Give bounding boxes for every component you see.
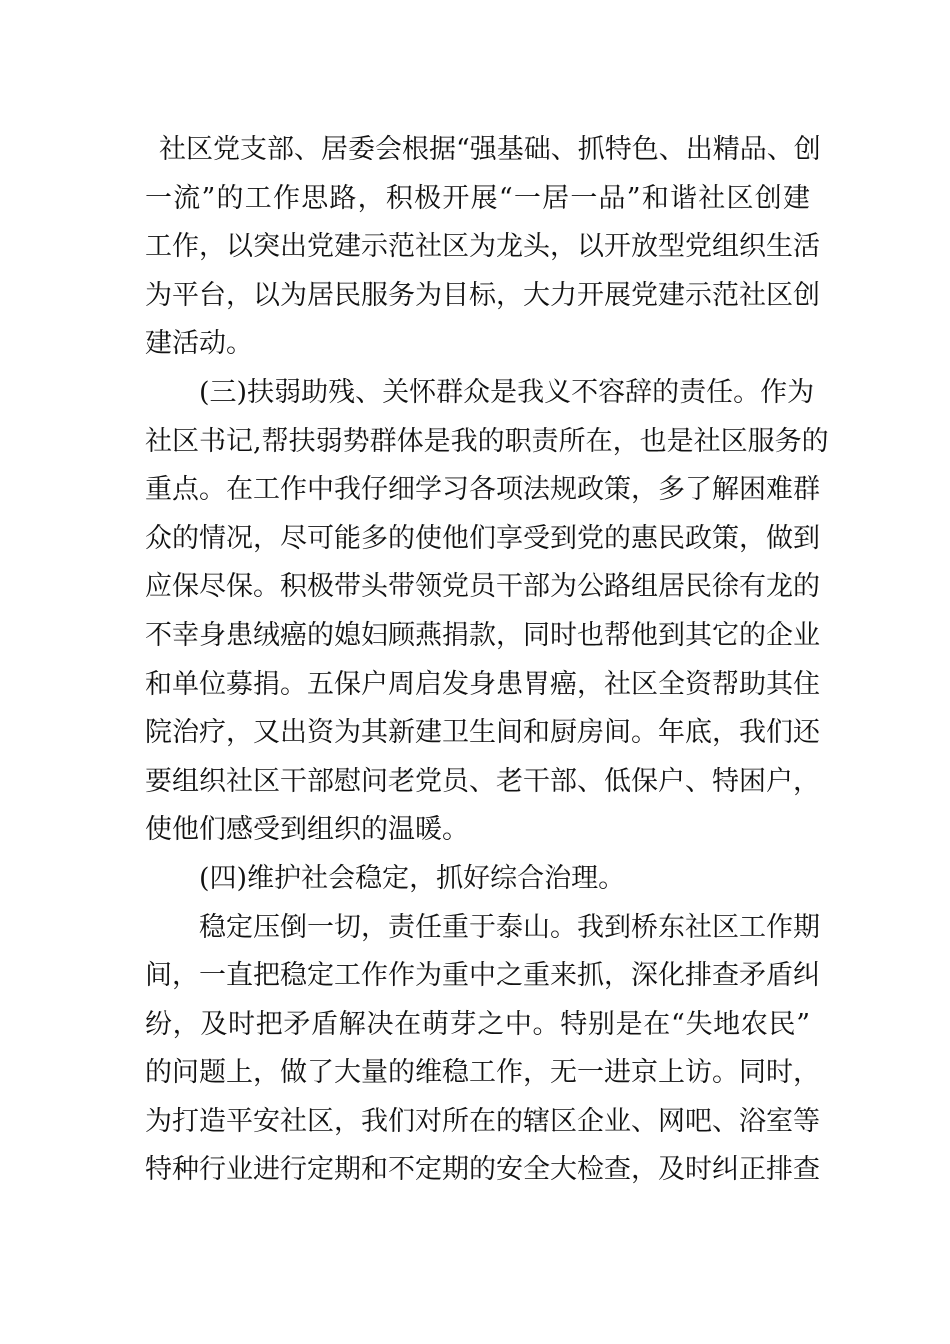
text-line: 的问题上，做了大量的维稳工作，无一进京上访。同时， [145, 1057, 820, 1089]
text-line: 要组织社区干部慰问老党员、老干部、低保户、特困户， [145, 765, 820, 797]
text-line: 众的情况，尽可能多的使他们享受到党的惠民政策，做到 [145, 522, 820, 554]
paragraph-3 [145, 855, 810, 904]
text-line: 使他们感受到组织的温暖。 [145, 814, 469, 846]
text-line: 特种行业进行定期和不定期的安全大检查，及时纠正排查 [145, 1154, 820, 1186]
text-line: 应保尽保。积极带头带领党员干部为公路组居民徐有龙的 [145, 571, 820, 603]
text-line: 重点。在工作中我仔细学习各项法规政策，多了解困难群 [145, 474, 820, 506]
text-line: 为平台，以为居民服务为目标，大力开展党建示范社区创 [145, 279, 820, 311]
text-line: 建活动。 [145, 328, 253, 360]
text-line: 和单位募捐。五保户周启发身患胃癌，社区全资帮助其住 [145, 668, 820, 700]
text-line: 社区党支部、居委会根据“强基础、抓特色、出精品、创 [159, 134, 821, 165]
text-line: 不幸身患绒癌的媳妇顾燕捐款，同时也帮他到其它的企业 [145, 619, 820, 651]
text-line: 间，一直把稳定工作作为重中之重来抓，深化排查矛盾纠 [145, 960, 820, 992]
paragraph-4 [145, 904, 820, 1196]
text-line: 为打造平安社区，我们对所在的辖区企业、网吧、浴室等 [145, 1105, 820, 1137]
paragraph-2 [145, 369, 829, 855]
text-line: (三)扶弱助残、关怀群众是我义不容辞的责任。作为 [199, 376, 815, 408]
section-heading: (四)维护社会稳定，抓好综合治理。 [199, 862, 626, 894]
text-line: 社区书记,帮扶弱势群体是我的职责所在，也是社区服务的 [145, 425, 829, 457]
text-line: 纷，及时把矛盾解决在萌芽之中。特别是在“失地农民” [145, 1008, 810, 1040]
text-line: 工作，以突出党建示范社区为龙头，以开放型党组织生活 [145, 231, 820, 263]
text-line: 稳定压倒一切，责任重于泰山。我到桥东社区工作期 [199, 911, 820, 943]
document-body [145, 126, 829, 1195]
text-line: 一流”的工作思路，积极开展“一居一品”和谐社区创建 [145, 182, 810, 214]
text-line: 院治疗，又出资为其新建卫生间和厨房间。年底，我们还 [145, 717, 820, 749]
paragraph-1 [145, 126, 821, 369]
